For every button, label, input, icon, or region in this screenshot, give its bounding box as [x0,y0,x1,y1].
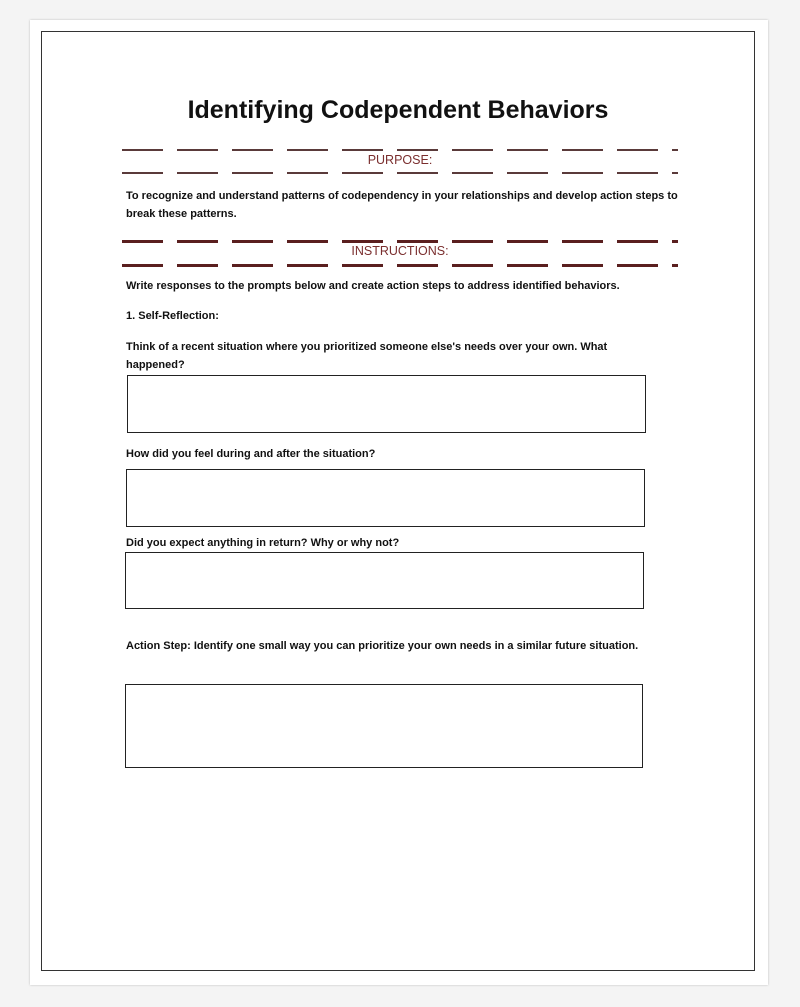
dash-segment [342,149,383,151]
dash-segment [232,149,273,151]
dash-segment [342,240,383,243]
dash-segment [507,172,548,174]
dash-segment [562,264,603,267]
dash-segment [287,240,328,243]
action-step-prompt: Action Step: Identify one small way you can prioritize your own needs in a similar future situation. [126,640,639,652]
dash-segment [562,149,603,151]
divider [122,149,678,151]
section-heading: 1. Self-Reflection: [126,310,219,322]
question-1: Think of a recent situation where you prioritized someone else's needs over your own. What happened? [126,341,608,371]
dash-segment [287,172,328,174]
instructions-heading: INSTRUCTIONS: [351,244,449,258]
dash-segment [672,149,678,151]
dash-segment [232,172,273,174]
answer-box-2[interactable] [126,469,645,527]
dash-segment [122,172,163,174]
dash-segment [342,172,383,174]
dash-segment [617,172,658,174]
purpose-heading: PURPOSE: [367,153,433,167]
dash-segment [122,240,163,243]
dash-segment [177,264,218,267]
page-title: Identifying Codependent Behaviors [187,96,609,124]
divider [122,172,678,174]
answer-box-action-step[interactable] [125,684,643,768]
dash-segment [177,172,218,174]
answer-box-3[interactable] [125,552,644,609]
dash-segment [287,264,328,267]
instructions-text: Write responses to the prompts below and create action steps to address identified behaviors. [126,280,620,292]
dash-segment [232,240,273,243]
dash-segment [342,264,383,267]
dash-segment [397,149,438,151]
dash-segment [452,149,493,151]
dash-segment [452,264,493,267]
dash-segment [562,240,603,243]
dash-segment [397,264,438,267]
dash-segment [122,264,163,267]
dash-segment [507,264,548,267]
dash-segment [177,240,218,243]
dash-segment [617,149,658,151]
divider [122,240,678,243]
dash-segment [617,264,658,267]
question-3: Did you expect anything in return? Why or why not? [126,537,400,549]
dash-segment [177,149,218,151]
divider [122,264,678,267]
dash-segment [672,240,678,243]
dash-segment [672,172,678,174]
dash-segment [287,149,328,151]
dash-segment [452,172,493,174]
dash-segment [452,240,493,243]
dash-segment [672,264,678,267]
dash-segment [562,172,603,174]
dash-segment [617,240,658,243]
purpose-text: To recognize and understand patterns of codependency in your relationships and develop action steps to break these patterns. [126,190,678,220]
dash-segment [507,149,548,151]
dash-segment [397,240,438,243]
dash-segment [232,264,273,267]
answer-box-1[interactable] [127,375,646,433]
dash-segment [397,172,438,174]
dash-segment [122,149,163,151]
question-2: How did you feel during and after the situation? [126,448,376,460]
dash-segment [507,240,548,243]
